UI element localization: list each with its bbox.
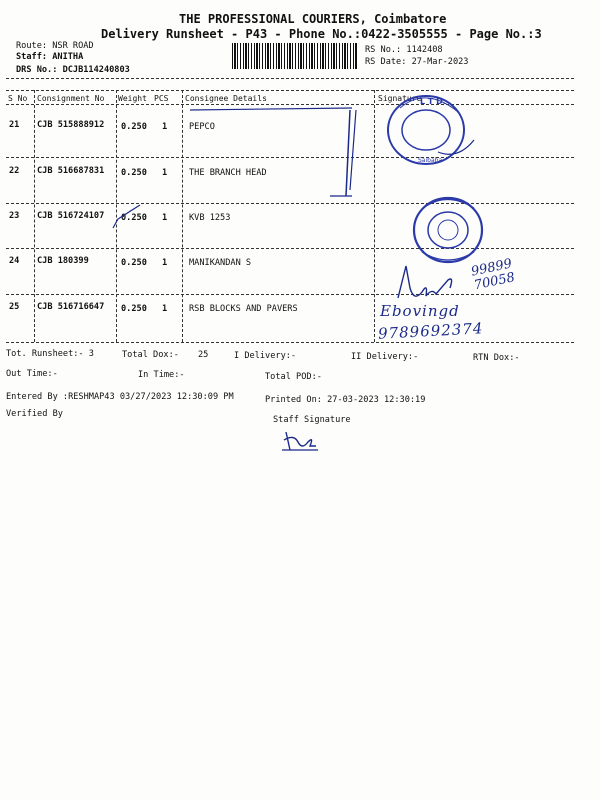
row-consignment: CJB 516687831 bbox=[37, 166, 105, 176]
row-sno: 23 bbox=[9, 211, 20, 221]
in-time-label: In Time:- bbox=[138, 370, 185, 380]
col-header-sno: S No bbox=[8, 94, 28, 103]
route-label: Route: NSR ROAD bbox=[16, 41, 94, 51]
col-header-consignment: Consignment No bbox=[37, 94, 105, 103]
row-consignment: CJB 515888912 bbox=[37, 120, 105, 130]
drs-number: DRS No.: DCJB114240803 bbox=[16, 65, 130, 75]
rs-date: RS Date: 27-Mar-2023 bbox=[365, 57, 469, 67]
total-dox-label: Total Dox:- bbox=[122, 350, 179, 360]
staff-label: Staff: ANITHA bbox=[16, 52, 84, 62]
row-sno: 25 bbox=[9, 302, 20, 312]
handwritten-phone-row24: 99899 70058 bbox=[469, 256, 517, 294]
handwritten-name-row25: Ebovingd bbox=[380, 302, 460, 320]
col-header-consignee: Consignee Details bbox=[185, 94, 267, 103]
rs-number: RS No.: 1142408 bbox=[365, 45, 443, 55]
rtn-dox-label: RTN Dox:- bbox=[473, 353, 520, 363]
col-header-pcs: PCS bbox=[154, 94, 169, 103]
row-weight: 0.250 bbox=[121, 213, 147, 223]
staff-signature-scribble bbox=[280, 428, 320, 454]
row-consignment: CJB 180399 bbox=[37, 256, 89, 266]
printed-on: Printed On: 27-03-2023 12:30:19 bbox=[265, 395, 426, 405]
entered-by: Entered By :RESHMAP43 03/27/2023 12:30:09 PM bbox=[6, 392, 234, 402]
company-title: THE PROFESSIONAL COURIERS, Coimbatore bbox=[179, 12, 447, 26]
row-consignment: CJB 516716647 bbox=[37, 302, 105, 312]
row-weight: 0.250 bbox=[121, 168, 147, 178]
bank-stamp-icon bbox=[408, 194, 488, 266]
row-consignment: CJB 516724107 bbox=[37, 211, 105, 221]
company-stamp-icon bbox=[378, 90, 474, 170]
row-weight: 0.250 bbox=[121, 258, 147, 268]
row-weight: 0.250 bbox=[121, 122, 147, 132]
row-consignee: MANIKANDAN S bbox=[189, 258, 252, 268]
total-dox-value: 25 bbox=[198, 350, 209, 360]
out-time-label: Out Time:- bbox=[6, 369, 58, 379]
row-pcs: 1 bbox=[162, 213, 168, 223]
row-pcs: 1 bbox=[162, 168, 168, 178]
svg-text:Saibaba: Saibaba bbox=[418, 157, 443, 164]
runsheet-subtitle: Delivery Runsheet - P43 - Phone No.:0422-3505555 - Page No.:3 bbox=[101, 27, 542, 41]
i-delivery-label: I Delivery:- bbox=[234, 351, 297, 361]
row-consignee: THE BRANCH HEAD bbox=[189, 168, 267, 178]
row-sno: 21 bbox=[9, 120, 20, 130]
verified-by: Verified By bbox=[6, 409, 63, 419]
svg-text:L T D.: L T D. bbox=[420, 97, 446, 106]
row-pcs: 1 bbox=[162, 304, 168, 314]
ii-delivery-label: II Delivery:- bbox=[351, 352, 419, 362]
row-weight: 0.250 bbox=[121, 304, 147, 314]
total-pod-label: Total POD:- bbox=[265, 372, 322, 382]
row-sno: 24 bbox=[9, 256, 20, 266]
col-header-signature: Signature bbox=[378, 94, 422, 103]
row-sno: 22 bbox=[9, 166, 20, 176]
row-pcs: 1 bbox=[162, 258, 168, 268]
total-runsheet: Tot. Runsheet:- 3 bbox=[6, 349, 94, 359]
row-consignee: PEPCO bbox=[189, 122, 215, 132]
row-consignee: RSB BLOCKS AND PAVERS bbox=[189, 304, 298, 314]
staff-signature-label: Staff Signature bbox=[273, 415, 351, 425]
row-pcs: 1 bbox=[162, 122, 168, 132]
row-consignee: KVB 1253 bbox=[189, 213, 231, 223]
col-header-weight: Weight bbox=[118, 94, 147, 103]
handwritten-phone-row25: 9789692374 bbox=[377, 319, 484, 343]
